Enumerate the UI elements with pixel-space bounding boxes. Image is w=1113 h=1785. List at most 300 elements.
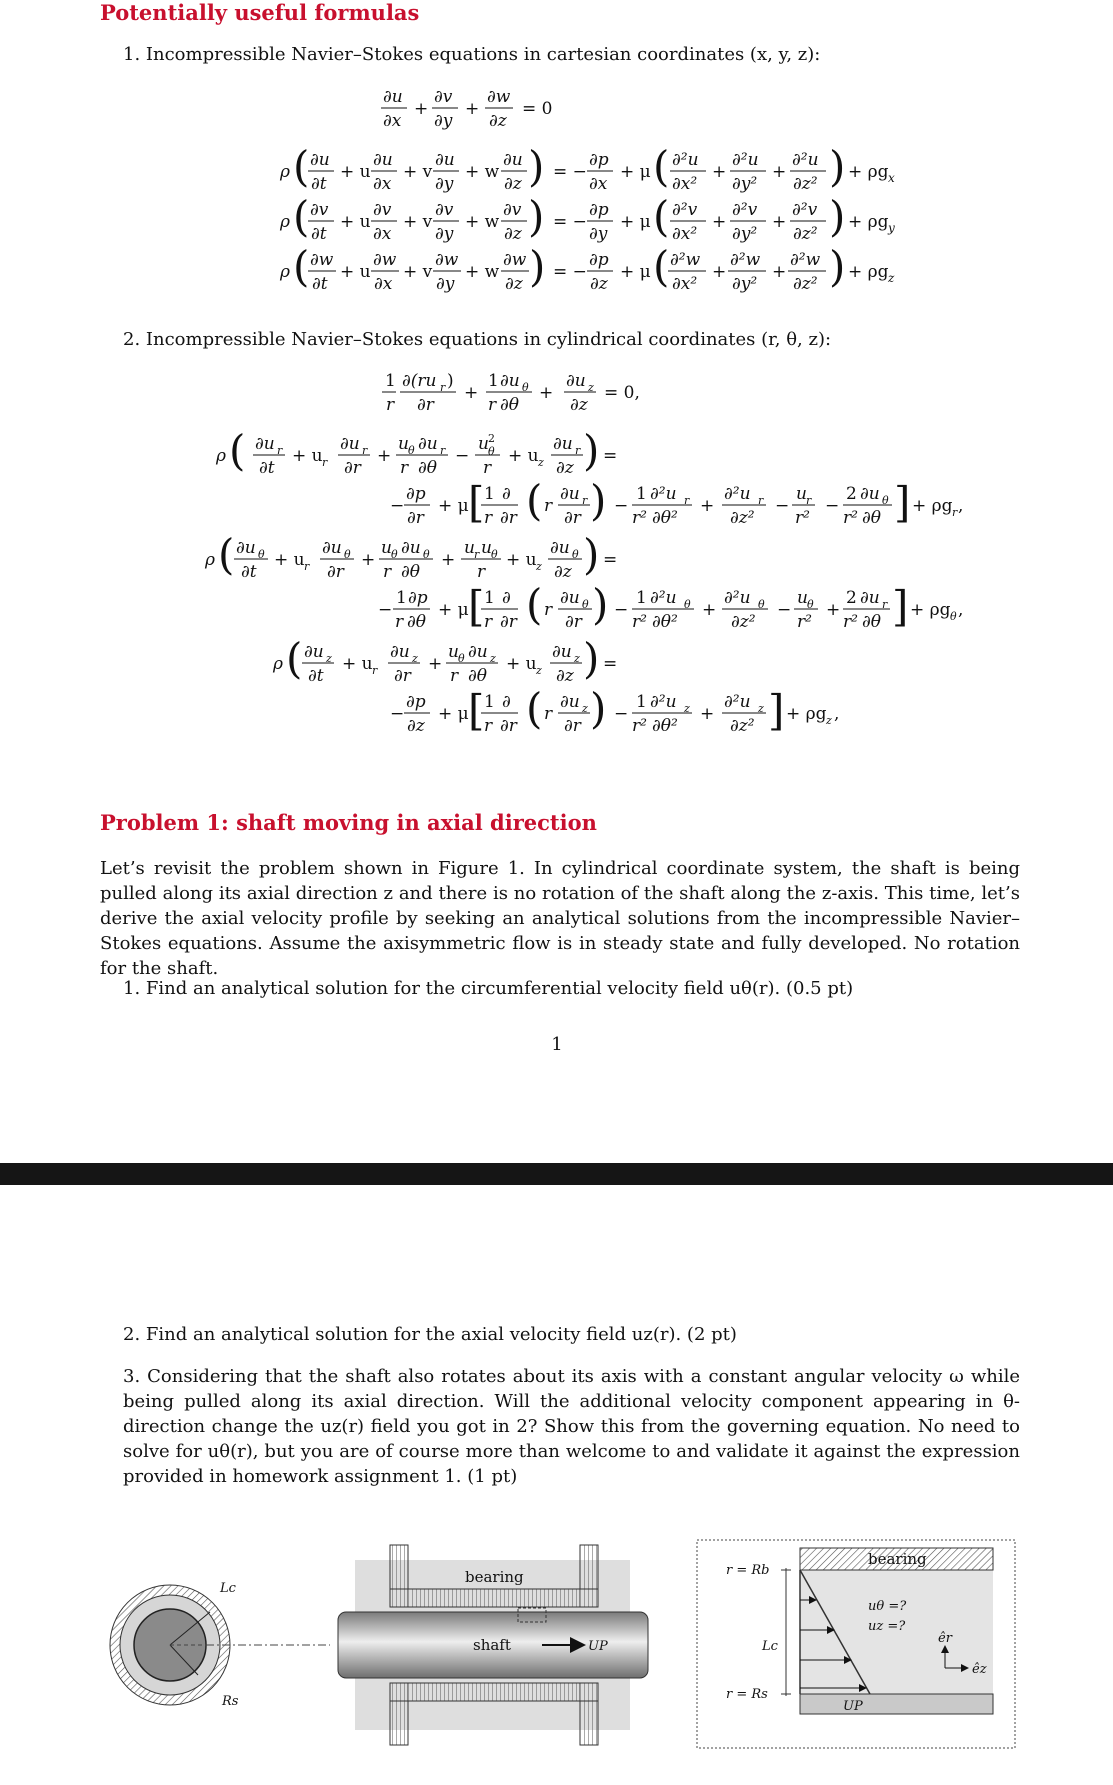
formula-item-2: 2. Incompressible Navier–Stokes equations in cylindrical coordinates (r, θ, z):: [123, 329, 832, 350]
svg-text:−: −: [777, 600, 792, 620]
svg-text:∂u: ∂u: [418, 434, 438, 454]
svg-text:∂z: ∂z: [489, 111, 507, 131]
svg-text:[: [: [468, 478, 485, 527]
svg-text:∂r: ∂r: [417, 395, 434, 415]
svg-text:+: +: [700, 496, 715, 516]
svg-text:+: +: [441, 550, 456, 570]
svg-text:): ): [829, 142, 846, 191]
svg-text:∂²u: ∂²u: [650, 484, 677, 504]
svg-text:∂u: ∂u: [550, 538, 570, 558]
svg-text:z: z: [490, 652, 496, 665]
svg-text:r: r: [582, 494, 588, 507]
svg-text:∂²u: ∂²u: [732, 150, 759, 170]
svg-text:(: (: [653, 242, 670, 291]
svg-text:∂r: ∂r: [500, 508, 517, 528]
svg-text:∂θ: ∂θ: [862, 612, 882, 632]
svg-text:z: z: [574, 652, 580, 665]
svg-text:r: r: [544, 704, 553, 724]
svg-text:+: +: [464, 383, 479, 403]
svg-text:r: r: [488, 395, 497, 415]
svg-text:∂p: ∂p: [406, 484, 426, 504]
svg-text:z: z: [758, 702, 764, 715]
svg-text:∂v: ∂v: [310, 200, 329, 220]
svg-text:∂r: ∂r: [564, 508, 581, 528]
svg-text:+: +: [772, 262, 787, 282]
svg-text:ρ: ρ: [280, 212, 290, 232]
svg-text:r: r: [440, 381, 446, 394]
svg-text:1: 1: [484, 484, 495, 504]
svg-text:êr: êr: [938, 1631, 952, 1646]
svg-text:UP: UP: [588, 1639, 608, 1654]
svg-text:u: u: [398, 434, 409, 454]
svg-text:∂y²: ∂y²: [732, 174, 758, 194]
svg-text:r: r: [322, 456, 328, 469]
svg-text:(: (: [286, 634, 303, 683]
svg-text:θ: θ: [488, 445, 495, 458]
svg-text:+ μ: + μ: [438, 600, 469, 620]
svg-text:θ: θ: [684, 598, 691, 611]
svg-text:θ: θ: [258, 548, 265, 561]
svg-text:= −: = −: [553, 162, 587, 182]
svg-text:∂w: ∂w: [435, 250, 459, 270]
svg-text:∂u: ∂u: [500, 371, 520, 391]
side-view: [338, 1545, 648, 1745]
svg-text:r: r: [386, 395, 395, 415]
svg-text:∂u: ∂u: [435, 150, 455, 170]
svg-text:u: u: [464, 538, 475, 558]
svg-text:r²: r²: [797, 612, 812, 632]
svg-text:u: u: [797, 588, 808, 608]
svg-text:+ v: + v: [403, 212, 433, 232]
svg-text:= 0,: = 0,: [604, 383, 640, 403]
svg-text:): ): [590, 476, 607, 525]
svg-text:∂z: ∂z: [554, 562, 572, 582]
svg-text:z: z: [536, 560, 542, 573]
svg-text:= 0: = 0: [522, 99, 553, 119]
svg-text:z: z: [588, 381, 594, 394]
svg-text:θ: θ: [491, 548, 498, 561]
figure-shaft-bearing: [0, 1530, 1113, 1780]
svg-text:θ: θ: [882, 494, 889, 507]
svg-text:∂z: ∂z: [556, 458, 574, 478]
svg-text:r: r: [684, 494, 690, 507]
svg-text:r: r: [758, 494, 764, 507]
svg-text:−: −: [378, 600, 393, 620]
svg-text:∂r: ∂r: [394, 666, 411, 686]
svg-text:=: =: [603, 654, 618, 674]
svg-text:r²: r²: [795, 508, 810, 528]
svg-text:2: 2: [846, 588, 857, 608]
svg-text:∂θ²: ∂θ²: [652, 508, 678, 528]
svg-text:): ): [829, 242, 846, 291]
formulas-title: Potentially useful formulas: [100, 0, 420, 25]
svg-text:∂u: ∂u: [322, 538, 342, 558]
svg-text:+ u: + u: [506, 654, 537, 674]
svg-text:1: 1: [636, 588, 647, 608]
svg-text:∂z²: ∂z²: [793, 224, 818, 244]
svg-text:∂r: ∂r: [500, 716, 517, 736]
svg-text:r²: r²: [843, 612, 858, 632]
svg-text:u: u: [796, 484, 807, 504]
svg-text:∂θ: ∂θ: [407, 612, 427, 632]
svg-text:1: 1: [396, 588, 407, 608]
svg-text:∂t: ∂t: [311, 174, 327, 194]
svg-text:−: −: [825, 496, 840, 516]
svg-text:r: r: [483, 458, 492, 478]
svg-text:∂u: ∂u: [503, 150, 523, 170]
svg-text:r²: r²: [632, 716, 647, 736]
svg-text:]: ]: [894, 478, 911, 527]
svg-text:r: r: [474, 548, 480, 561]
svg-text:): ): [592, 580, 609, 629]
svg-text:+ w: + w: [465, 262, 500, 282]
svg-text:∂x: ∂x: [374, 274, 393, 294]
svg-text:∂p: ∂p: [408, 588, 428, 608]
svg-text:1: 1: [488, 371, 499, 391]
svg-text:+: +: [428, 654, 443, 674]
svg-text:∂v: ∂v: [435, 200, 454, 220]
svg-text:∂²w: ∂²w: [730, 250, 761, 270]
svg-text:θ: θ: [458, 652, 465, 665]
svg-text:∂t: ∂t: [241, 562, 257, 582]
svg-text:∂²v: ∂²v: [792, 200, 818, 220]
svg-text:bearing: bearing: [868, 1550, 927, 1568]
svg-text:+: +: [361, 550, 376, 570]
svg-text:r²: r²: [843, 508, 858, 528]
svg-text:+ ρg: + ρg: [786, 704, 827, 724]
svg-text:∂y: ∂y: [434, 111, 453, 131]
svg-text:∂y: ∂y: [435, 224, 454, 244]
svg-text:z: z: [538, 456, 544, 469]
svg-text:r: r: [575, 444, 581, 457]
svg-text:+ u: + u: [340, 162, 371, 182]
svg-text:+ w: + w: [465, 162, 500, 182]
svg-text:r: r: [544, 600, 553, 620]
svg-text:u: u: [478, 434, 489, 454]
svg-text:∂y²: ∂y²: [732, 224, 758, 244]
svg-text:r: r: [400, 458, 409, 478]
svg-text:−: −: [614, 496, 629, 516]
svg-text:∂: ∂: [502, 692, 511, 712]
svg-text:∂u: ∂u: [310, 150, 330, 170]
page-break-bar: [0, 1163, 1113, 1185]
svg-text:r: r: [304, 560, 310, 573]
svg-text:+ u: + u: [340, 212, 371, 232]
svg-text:(: (: [229, 426, 246, 475]
svg-text:=: =: [603, 550, 618, 570]
svg-text:∂u: ∂u: [468, 642, 488, 662]
formula-item-1: 1. Incompressible Navier–Stokes equations in cartesian coordinates (x, y, z):: [123, 44, 821, 65]
svg-text:r: r: [484, 716, 493, 736]
svg-text:z: z: [326, 652, 332, 665]
svg-text:(: (: [293, 142, 310, 191]
svg-text:2: 2: [488, 432, 495, 445]
svg-text:∂²u: ∂²u: [724, 588, 751, 608]
svg-text:+: +: [377, 446, 392, 466]
svg-text:∂p: ∂p: [589, 200, 609, 220]
problem-title: Problem 1: shaft moving in axial direction: [100, 810, 597, 835]
svg-text:r: r: [395, 612, 404, 632]
svg-text:∂u: ∂u: [860, 588, 880, 608]
svg-text:∂u: ∂u: [373, 150, 393, 170]
svg-text:uθ =?: uθ =?: [868, 1599, 907, 1614]
svg-text:y: y: [888, 221, 895, 235]
svg-text:+ μ: + μ: [620, 212, 651, 232]
svg-text:θ: θ: [344, 548, 351, 561]
svg-text:+ u: + u: [340, 262, 371, 282]
svg-text:+: +: [772, 162, 787, 182]
svg-text:): ): [590, 684, 607, 733]
svg-text:(: (: [526, 684, 543, 733]
svg-text:∂u: ∂u: [340, 434, 360, 454]
svg-text:∂u: ∂u: [553, 434, 573, 454]
svg-text:+ ρg: + ρg: [912, 496, 953, 516]
svg-text:+ ρg: + ρg: [848, 212, 889, 232]
svg-text:=: =: [603, 446, 618, 466]
svg-text:x: x: [888, 171, 895, 185]
svg-text:∂z²: ∂z²: [731, 612, 756, 632]
svg-text:): ): [583, 634, 600, 683]
svg-text:+ μ: + μ: [620, 162, 651, 182]
svg-text:ρ: ρ: [216, 446, 226, 466]
svg-text:θ: θ: [423, 548, 430, 561]
svg-text:1: 1: [484, 588, 495, 608]
svg-text:+ u: + u: [506, 550, 537, 570]
svg-text:∂z: ∂z: [556, 666, 574, 686]
svg-text:): ): [583, 530, 600, 579]
svg-text:z: z: [888, 271, 895, 285]
svg-text:+ w: + w: [465, 212, 500, 232]
svg-text:): ): [529, 242, 546, 291]
svg-text:∂z²: ∂z²: [730, 508, 755, 528]
svg-text:∂θ: ∂θ: [862, 508, 882, 528]
svg-text:∂: ∂: [502, 484, 511, 504]
svg-text:∂z²: ∂z²: [730, 716, 755, 736]
svg-text:∂u: ∂u: [860, 484, 880, 504]
svg-text:z: z: [582, 702, 588, 715]
svg-text:∂u: ∂u: [304, 642, 324, 662]
svg-text:]: ]: [892, 582, 909, 631]
svg-text:1: 1: [636, 692, 647, 712]
svg-text:]: ]: [768, 686, 785, 735]
svg-text:∂y: ∂y: [435, 174, 454, 194]
svg-text:): ): [447, 371, 454, 391]
svg-text:∂p: ∂p: [589, 150, 609, 170]
svg-text:∂θ: ∂θ: [401, 562, 421, 582]
svg-text:−: −: [455, 446, 470, 466]
svg-text:∂(ru: ∂(ru: [402, 371, 437, 391]
svg-text:∂u: ∂u: [383, 87, 403, 107]
svg-text:θ: θ: [807, 598, 814, 611]
svg-text:∂u: ∂u: [560, 484, 580, 504]
svg-text:∂u: ∂u: [566, 371, 586, 391]
svg-text:r: r: [952, 506, 958, 519]
svg-text:∂t: ∂t: [312, 274, 328, 294]
question-3: 3. Considering that the shaft also rotates about its axis with a constant angular velocity ω while being pulled along its axial direction. Will the additional velocity component appearing in θ-direction change the uz(r) field you got in 2? Show this from the governing equation. No need to solve for uθ(r), but you are of course more than welcome to and validate it against the expression provided in homework assignment 1. (1 pt): [123, 1366, 1020, 1487]
svg-text:∂²v: ∂²v: [672, 200, 698, 220]
svg-text:+ u: + u: [292, 446, 323, 466]
svg-text:∂²u: ∂²u: [650, 588, 677, 608]
svg-text:): ): [528, 142, 545, 191]
svg-text:u: u: [381, 538, 392, 558]
svg-text:+: +: [702, 600, 717, 620]
svg-text:= −: = −: [553, 262, 587, 282]
svg-text:∂x²: ∂x²: [672, 174, 698, 194]
svg-text:−: −: [614, 704, 629, 724]
svg-text:Lc: Lc: [220, 1581, 236, 1596]
svg-text:1: 1: [484, 692, 495, 712]
svg-text:θ: θ: [758, 598, 765, 611]
svg-text:r: r: [484, 612, 493, 632]
svg-text:r: r: [450, 666, 459, 686]
cartesian-equations: [0, 78, 1113, 308]
svg-text:+: +: [712, 212, 727, 232]
svg-text:θ: θ: [950, 610, 957, 623]
svg-text:Rs: Rs: [222, 1694, 239, 1709]
svg-text:r: r: [383, 562, 392, 582]
svg-text:2: 2: [846, 484, 857, 504]
svg-text:+ v: + v: [403, 162, 433, 182]
svg-text:z: z: [412, 652, 418, 665]
svg-text:∂²v: ∂²v: [732, 200, 758, 220]
svg-text:+: +: [414, 99, 429, 119]
svg-text:Lc: Lc: [762, 1639, 778, 1654]
svg-text:r: r: [484, 508, 493, 528]
svg-text:(: (: [526, 476, 543, 525]
svg-text:+: +: [465, 99, 480, 119]
svg-text:∂z: ∂z: [505, 274, 523, 294]
svg-text:êz: êz: [972, 1662, 987, 1677]
svg-text:ρ: ρ: [273, 654, 283, 674]
svg-text:∂t: ∂t: [259, 458, 275, 478]
svg-text:−: −: [390, 496, 405, 516]
question-2: 2. Find an analytical solution for the axial velocity field uz(r). (2 pt): [123, 1324, 737, 1345]
svg-text:∂u: ∂u: [560, 692, 580, 712]
svg-text:∂t: ∂t: [308, 666, 324, 686]
svg-text:∂u: ∂u: [552, 642, 572, 662]
svg-text:∂u: ∂u: [560, 588, 580, 608]
svg-text:[: [: [468, 582, 485, 631]
svg-text:∂θ: ∂θ: [500, 395, 520, 415]
svg-text:∂u: ∂u: [255, 434, 275, 454]
svg-text:∂r: ∂r: [564, 716, 581, 736]
svg-text:∂²w: ∂²w: [790, 250, 821, 270]
cross-section-view: [110, 1581, 330, 1709]
svg-text:−: −: [775, 496, 790, 516]
svg-text:r = Rb: r = Rb: [726, 1563, 770, 1578]
svg-text:r: r: [372, 664, 378, 677]
svg-text:∂x: ∂x: [589, 174, 608, 194]
svg-text:∂x: ∂x: [373, 174, 392, 194]
svg-text:∂²u: ∂²u: [724, 484, 751, 504]
svg-text:∂z: ∂z: [570, 395, 588, 415]
svg-text:shaft: shaft: [473, 1636, 511, 1654]
svg-text:uz =?: uz =?: [868, 1619, 906, 1634]
svg-text:∂v: ∂v: [373, 200, 392, 220]
svg-text:∂y²: ∂y²: [732, 274, 758, 294]
svg-text:∂²u: ∂²u: [724, 692, 751, 712]
svg-text:r²: r²: [632, 508, 647, 528]
svg-text:∂t: ∂t: [311, 224, 327, 244]
svg-text:∂u: ∂u: [390, 642, 410, 662]
svg-text:+: +: [826, 600, 841, 620]
svg-text:∂x²: ∂x²: [672, 224, 698, 244]
svg-text:r: r: [544, 496, 553, 516]
svg-text:bearing: bearing: [465, 1568, 524, 1586]
svg-text:∂u: ∂u: [236, 538, 256, 558]
svg-text:θ: θ: [572, 548, 579, 561]
svg-text:(: (: [218, 530, 235, 579]
svg-text:∂x²: ∂x²: [672, 274, 698, 294]
svg-text:+ u: + u: [342, 654, 373, 674]
svg-text:r = Rs: r = Rs: [726, 1687, 768, 1702]
svg-text:ρ: ρ: [280, 262, 290, 282]
svg-text:∂θ: ∂θ: [468, 666, 488, 686]
svg-text:(: (: [293, 242, 310, 291]
svg-text:∂θ²: ∂θ²: [652, 716, 678, 736]
question-1: 1. Find an analytical solution for the circumferential velocity field uθ(r). (0.5 pt): [123, 978, 854, 999]
svg-text:∂r: ∂r: [407, 508, 424, 528]
svg-text:∂z²: ∂z²: [793, 274, 818, 294]
svg-text:θ: θ: [582, 598, 589, 611]
svg-text:(: (: [526, 580, 543, 629]
svg-text:ρ: ρ: [280, 162, 290, 182]
svg-text:∂r: ∂r: [327, 562, 344, 582]
svg-text:+: +: [700, 704, 715, 724]
svg-text:∂p: ∂p: [406, 692, 426, 712]
svg-text:UP: UP: [843, 1699, 863, 1714]
svg-text:,: ,: [834, 704, 840, 724]
svg-text:r: r: [477, 562, 486, 582]
svg-text:1: 1: [385, 371, 396, 391]
svg-text:∂z: ∂z: [407, 716, 425, 736]
svg-text:∂y: ∂y: [436, 274, 455, 294]
svg-text:∂v: ∂v: [503, 200, 522, 220]
svg-text:): ): [829, 192, 846, 241]
svg-text:∂w: ∂w: [503, 250, 527, 270]
svg-text:∂²u: ∂²u: [792, 150, 819, 170]
svg-text:+: +: [712, 162, 727, 182]
svg-text:∂w: ∂w: [373, 250, 397, 270]
svg-text:∂θ²: ∂θ²: [652, 612, 678, 632]
svg-text:,: ,: [958, 496, 964, 516]
svg-text:,: ,: [958, 600, 964, 620]
problem-intro: Let’s revisit the problem shown in Figure 1. In cylindrical coordinate system, the shaft is being pulled along its axial direction z and there is no rotation of the shaft along the z-axis. This time, let’s derive the axial velocity profile by seeking an analytical solutions from the incompressible Navier–Stokes equations. Assume the axisymmetric flow is in steady state and fully developed. No rotation for the shaft.: [100, 858, 1020, 979]
svg-text:(: (: [293, 192, 310, 241]
svg-text:∂w: ∂w: [487, 87, 511, 107]
svg-text:∂r: ∂r: [344, 458, 361, 478]
svg-text:−: −: [614, 600, 629, 620]
svg-text:+ μ: + μ: [620, 262, 651, 282]
svg-text:z: z: [536, 664, 542, 677]
svg-text:[: [: [468, 686, 485, 735]
svg-text:∂p: ∂p: [589, 250, 609, 270]
detail-view: [697, 1540, 1015, 1748]
svg-text:∂z: ∂z: [504, 224, 522, 244]
svg-text:r: r: [806, 494, 812, 507]
svg-text:z: z: [684, 702, 690, 715]
svg-text:∂r: ∂r: [565, 612, 582, 632]
cylindrical-equations: [0, 362, 1113, 762]
svg-text:+ ρg: + ρg: [848, 162, 889, 182]
svg-text:+ μ: + μ: [438, 496, 469, 516]
svg-text:u: u: [448, 642, 459, 662]
svg-text:∂²w: ∂²w: [670, 250, 701, 270]
svg-text:= −: = −: [553, 212, 587, 232]
svg-text:u: u: [481, 538, 492, 558]
svg-text:+ u: + u: [508, 446, 539, 466]
svg-text:∂v: ∂v: [434, 87, 453, 107]
